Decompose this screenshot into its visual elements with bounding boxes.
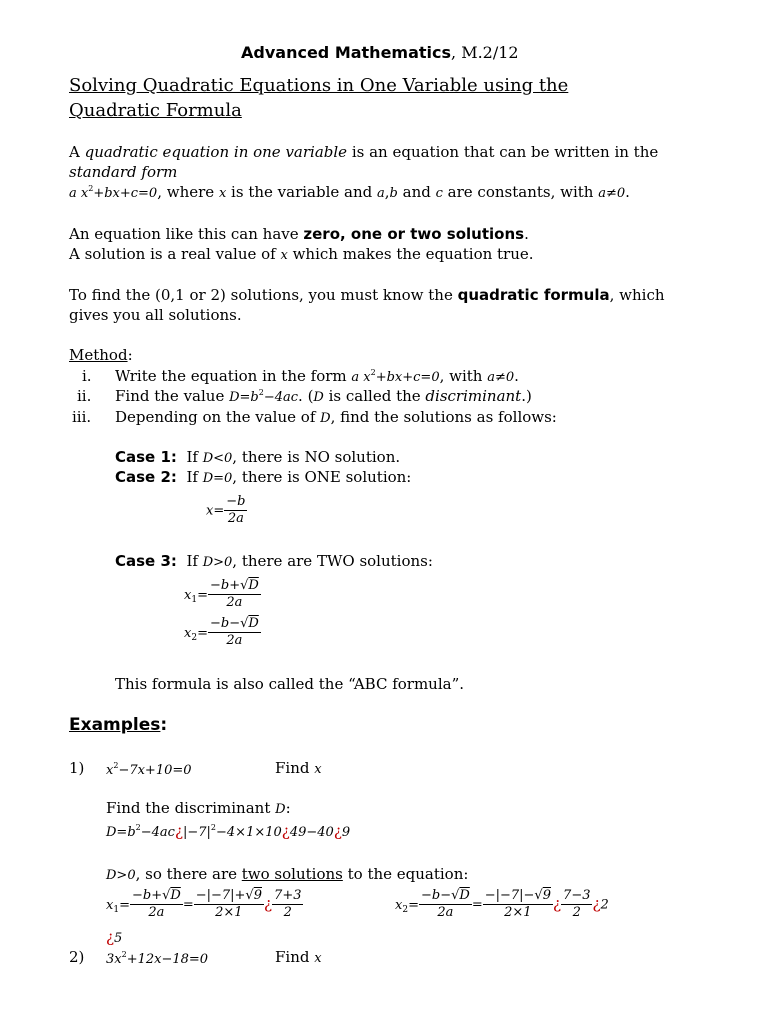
text: :: [160, 715, 168, 735]
step-3: Depending on the value of D, find the solutions as follows:: [115, 408, 557, 426]
text: are constants, with: [442, 183, 599, 201]
text: Find: [275, 759, 315, 777]
text: to the equation:: [342, 865, 469, 883]
ex1-x2-calc: $x_2=$ $\frac{-b-√D}{2a}$ = $\frac{-|-7|-√9}{2\times 1}$ ¿ $\frac{7-3}{2}$ ¿2: [395, 888, 609, 920]
intro-line1: [69, 143, 658, 161]
solutions-line1: [69, 225, 529, 243]
example-num: 1): [69, 759, 85, 777]
formula-line1: [69, 286, 665, 304]
text: which makes the equation true.: [287, 245, 534, 263]
case-2: Case 2: If D=0, there is ONE solution:: [115, 468, 412, 486]
ex1-x1-calc: $x_1=$ $\frac{-b+√D}{2a}$ = $\frac{-|-7|+√9}{2\times 1}$ ¿ $\frac{7+3}{2}$: [106, 888, 302, 920]
two-solutions-underlined: two solutions: [241, 865, 343, 883]
text: is called the: [323, 387, 426, 405]
ex1-disc-calc: $D=b^2-4ac¿|-7|^2-4\times 1\times 10¿49-40¿9$: [106, 822, 351, 840]
doc-title-line1: Solving Quadratic Equations in One Variable using the: [69, 75, 569, 96]
example-1-find: Find x: [275, 759, 322, 777]
text: , so there are: [135, 865, 242, 883]
text: Write the equation in the form: [115, 367, 352, 385]
text: . (: [298, 387, 314, 405]
method-label: Method: [69, 346, 128, 364]
bold-quadratic-formula: quadratic formula: [457, 286, 610, 304]
step-2: Find the value $D=b^2-4ac$. (D is called the discriminant.): [115, 387, 532, 405]
text: A: [69, 143, 85, 161]
text: Depending on the value of: [115, 408, 321, 426]
garbled-char: ¿: [174, 822, 183, 840]
intro-line3: a $x^2+bx+c=0$, where x is the variable and a,b and c are constants, with a≠0.: [69, 183, 630, 201]
text: An equation like this can have: [69, 225, 304, 243]
case-label: Case 1:: [115, 448, 177, 466]
text: A solution is a real value of: [69, 245, 281, 263]
text: , with: [439, 367, 488, 385]
example-2-equation: $3x^2+12x-18=0$: [106, 950, 209, 967]
abc-note: This formula is also called the “ABC formula”.: [115, 675, 465, 693]
bold-solutions: zero, one or two solutions: [303, 225, 525, 243]
text: .): [521, 387, 532, 405]
case-1: Case 1: If D<0, there is NO solution.: [115, 448, 401, 466]
text: , where: [157, 183, 219, 201]
x2-value: 2: [600, 897, 609, 913]
ex1-x1-result: [106, 928, 122, 946]
garbled-char: ¿: [281, 822, 290, 840]
step-1: Write the equation in the form a $x^2+bx+c=0$, with a≠0.: [115, 367, 519, 385]
one-solution-formula: x= $\frac{-b}{2a}$: [206, 494, 246, 526]
standard-form-formula: a $x^2+bx+c=0$: [69, 184, 158, 201]
example-num: 2): [69, 948, 85, 966]
garbled-char: ¿: [333, 822, 342, 840]
examples-heading: [69, 715, 167, 735]
text: , find the solutions as follows:: [330, 408, 557, 426]
text: If: [186, 552, 203, 570]
text: If: [186, 448, 203, 466]
case-label: Case 3:: [115, 552, 177, 570]
case-3: Case 3: If D>0, there are TWO solutions:: [115, 552, 433, 570]
text: is an equation that can be written in the: [347, 143, 659, 161]
ex1-two-solutions: D>0, so there are two solutions to the equation:: [106, 865, 469, 883]
method-heading: [69, 346, 133, 364]
text: If: [186, 468, 203, 486]
formula-line2: gives you all solutions.: [69, 306, 242, 324]
page-header: [241, 43, 519, 62]
text: , there is NO solution.: [232, 448, 401, 466]
text: Find the discriminant: [106, 799, 276, 817]
text: is the variable and: [226, 183, 377, 201]
text: .: [524, 225, 529, 243]
text: Find the value: [115, 387, 230, 405]
course-code: , M.2/12: [451, 43, 519, 62]
text: :: [127, 346, 133, 364]
intro-line2: standard form: [69, 163, 178, 181]
step-num: iii.: [72, 408, 92, 426]
text: , there is ONE solution:: [232, 468, 412, 486]
garbled-char: ¿: [264, 894, 273, 913]
term-discriminant: discriminant: [425, 387, 522, 405]
example-2-find: Find x: [275, 948, 322, 966]
text: To find the (0,1 or 2) solutions, you must know the: [69, 286, 458, 304]
garbled-char: ¿: [553, 894, 562, 913]
examples-label: Examples: [69, 715, 161, 735]
text: Find: [275, 948, 315, 966]
term-quadratic: quadratic equation in one variable: [84, 143, 348, 161]
text: , which: [609, 286, 665, 304]
x1-formula: $x_1=$ $\frac{-b+√D}{2a}$: [184, 578, 259, 610]
garbled-char: ¿: [592, 894, 601, 913]
course-title: Advanced Mathematics: [241, 43, 452, 62]
example-1-equation: $x^2-7x+10=0$: [106, 761, 192, 778]
ex1-disc-label: Find the discriminant D:: [106, 799, 291, 817]
x1-value: 5: [114, 931, 123, 946]
text: :: [285, 799, 291, 817]
garbled-char: ¿: [106, 928, 115, 946]
text: and: [397, 183, 436, 201]
doc-title-line2: Quadratic Formula: [69, 100, 242, 121]
x2-formula: $x_2=$ $\frac{-b-√D}{2a}$: [184, 616, 259, 648]
text: , there are TWO solutions:: [232, 552, 433, 570]
step-num: i.: [82, 367, 92, 385]
step-num: ii.: [77, 387, 92, 405]
solutions-line2: A solution is a real value of x which makes the equation true.: [69, 245, 534, 263]
case-label: Case 2:: [115, 468, 177, 486]
